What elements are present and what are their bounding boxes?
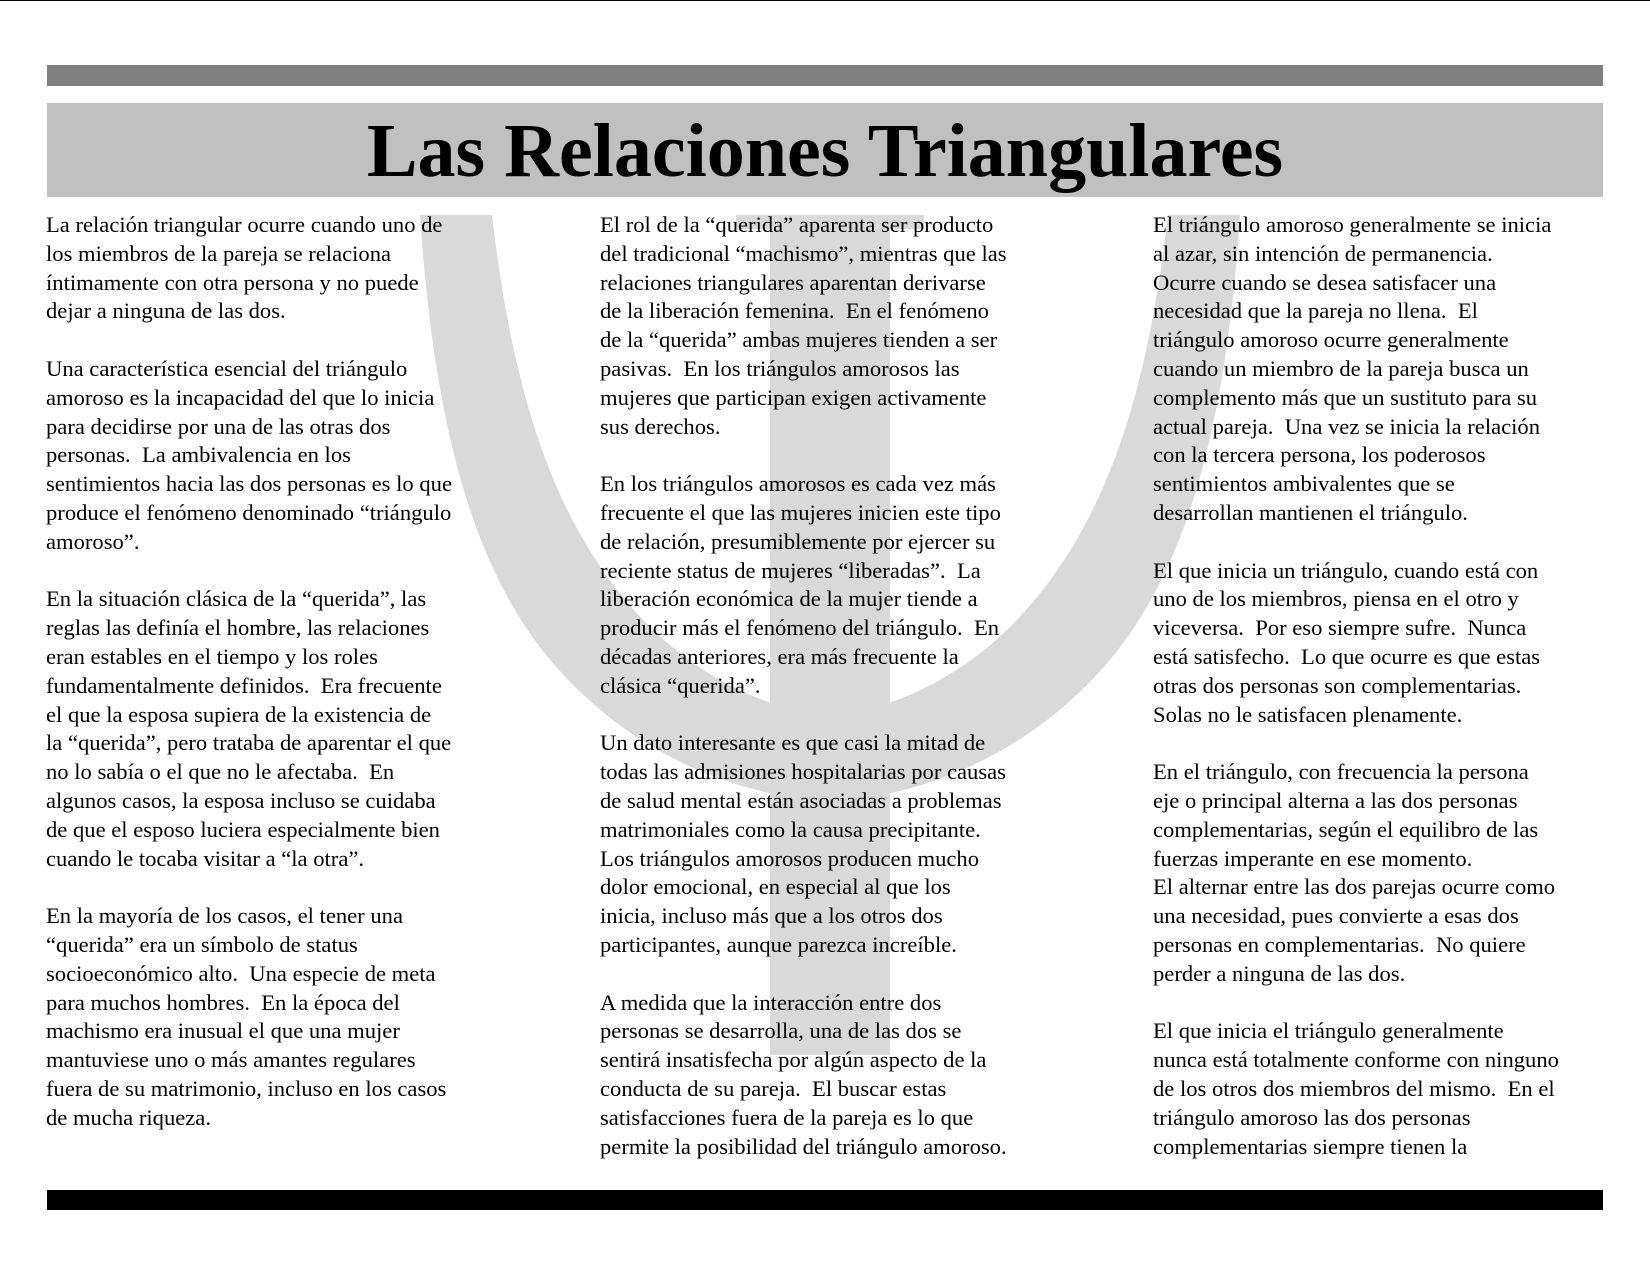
text-line: fuerzas imperante en ese momento.	[1153, 845, 1473, 871]
text-line: participantes, aunque parezca increíble.	[600, 931, 957, 957]
text-line: para muchos hombres. En la época del	[46, 989, 400, 1015]
top-rule	[0, 0, 1650, 1]
text-line: sus derechos.	[600, 413, 721, 439]
paragraph	[46, 585, 516, 873]
paragraph	[46, 211, 516, 326]
page-title: Las Relaciones Triangulares	[366, 109, 1284, 193]
text-line: del tradicional “machismo”, mientras que las	[600, 240, 1007, 266]
text-line: triángulo amoroso las dos personas	[1153, 1104, 1471, 1130]
paragraph	[1153, 758, 1623, 988]
text-line: está satisfecho. Lo que ocurre es que estas	[1153, 643, 1541, 669]
text-line: A medida que la interacción entre dos	[600, 989, 942, 1015]
column-3	[1153, 211, 1623, 1161]
text-line: mantuviese uno o más amantes regulares	[46, 1047, 416, 1073]
text-line: complementarias siempre tienen la	[1153, 1133, 1468, 1159]
text-line: triángulo amoroso ocurre generalmente	[1153, 327, 1509, 353]
text-line: perder a ninguna de las dos.	[1153, 960, 1406, 986]
paragraph	[1153, 211, 1623, 528]
text-line: matrimoniales como la causa precipitante.	[600, 816, 981, 842]
text-line: El alternar entre las dos parejas ocurre como	[1153, 874, 1556, 900]
text-line: sentimientos hacia las dos personas es lo que	[46, 471, 452, 497]
text-line: complementarias, según el equilibro de las	[1153, 816, 1539, 842]
paragraph-gap	[600, 441, 1070, 470]
text-line: de la liberación femenina. En el fenómeno	[600, 298, 989, 324]
text-line: inicia, incluso más que a los otros dos	[600, 903, 943, 929]
paragraph-gap	[46, 873, 516, 902]
text-line: producir más el fenómeno del triángulo. En	[600, 615, 1000, 641]
text-line: la “querida”, pero trataba de aparentar el que	[46, 730, 452, 756]
text-line: desarrollan mantienen el triángulo.	[1153, 499, 1468, 525]
text-line: Un dato interesante es que casi la mitad de	[600, 730, 986, 756]
text-line: eran estables en el tiempo y los roles	[46, 643, 378, 669]
text-line: sentimientos ambivalentes que se	[1153, 471, 1455, 497]
text-line: liberación económica de la mujer tiende a	[600, 586, 978, 612]
text-line: clásica “querida”.	[600, 672, 761, 698]
text-line: actual pareja. Una vez se inicia la relación	[1153, 413, 1541, 439]
footer-black-bar	[47, 1190, 1603, 1210]
text-line: uno de los miembros, piensa en el otro y	[1153, 586, 1519, 612]
paragraph	[46, 902, 516, 1132]
text-line: necesidad que la pareja no llena. El	[1153, 298, 1478, 324]
text-line: conducta de su pareja. El buscar estas	[600, 1075, 947, 1101]
text-line: fuera de su matrimonio, incluso en los casos	[46, 1075, 447, 1101]
text-line: sentirá insatisfecha por algún aspecto de la	[600, 1047, 987, 1073]
paragraph	[600, 729, 1070, 959]
text-line: En la situación clásica de la “querida”, las	[46, 586, 427, 612]
column-2	[600, 211, 1070, 1161]
text-line: dolor emocional, en especial al que los	[600, 874, 951, 900]
paragraph-gap	[1153, 989, 1623, 1018]
text-line: personas se desarrolla, una de las dos se	[600, 1018, 962, 1044]
text-line: de relación, presumiblemente por ejercer su	[600, 528, 996, 554]
text-line: de que el esposo luciera especialmente bien	[46, 816, 440, 842]
text-line: El triángulo amoroso generalmente se inicia	[1153, 212, 1552, 237]
text-line: personas. La ambivalencia en los	[46, 442, 351, 468]
text-line: los miembros de la pareja se relaciona	[46, 240, 392, 266]
text-line: décadas anteriores, era más frecuente la	[600, 643, 959, 669]
text-line: amoroso”.	[46, 528, 140, 554]
text-line: complemento más que un sustituto para su	[1153, 384, 1538, 410]
text-line: En el triángulo, con frecuencia la persona	[1153, 759, 1529, 785]
text-line: En la mayoría de los casos, el tener una	[46, 903, 403, 929]
paragraph-gap	[1153, 528, 1623, 557]
text-line: personas en complementarias. No quiere	[1153, 931, 1526, 957]
column-1	[46, 211, 516, 1133]
text-line: machismo era inusual el que una mujer	[46, 1018, 400, 1044]
text-line: el que la esposa supiera de la existencia de	[46, 701, 432, 727]
text-line: cuando le tocaba visitar a “la otra”.	[46, 845, 365, 871]
paragraph-gap	[46, 557, 516, 586]
text-line: de mucha riqueza.	[46, 1104, 211, 1130]
text-line: con la tercera persona, los poderosos	[1153, 442, 1486, 468]
text-line: otras dos personas son complementarias.	[1153, 672, 1522, 698]
text-line: produce el fenómeno denominado “triángulo	[46, 499, 452, 525]
paragraph-gap	[46, 326, 516, 355]
text-line: amoroso es la incapacidad del que lo inicia	[46, 384, 435, 410]
text-line: para decidirse por una de las otras dos	[46, 413, 391, 439]
paragraph-gap	[1153, 729, 1623, 758]
text-line: pasivas. En los triángulos amorosos las	[600, 355, 960, 381]
text-line: Los triángulos amorosos producen mucho	[600, 845, 980, 871]
paragraph-gap	[600, 701, 1070, 730]
text-line: La relación triangular ocurre cuando uno de	[46, 212, 443, 237]
text-line: nunca está totalmente conforme con ninguno	[1153, 1047, 1559, 1073]
text-line: al azar, sin intención de permanencia.	[1153, 240, 1493, 266]
text-line: algunos casos, la esposa incluso se cuidaba	[46, 787, 436, 813]
text-line: Solas no le satisfacen plenamente.	[1153, 701, 1463, 727]
text-line: “querida” era un símbolo de status	[46, 931, 358, 957]
text-line: de los otros dos miembros del mismo. En el	[1153, 1075, 1555, 1101]
text-line: íntimamente con otra persona y no puede	[46, 269, 419, 295]
text-line: permite la posibilidad del triángulo amoroso.	[600, 1133, 1007, 1159]
text-line: relaciones triangulares aparentan derivarse	[600, 269, 986, 295]
text-line: socioeconómico alto. Una especie de meta	[46, 960, 436, 986]
text-line: una necesidad, pues convierte a esas dos	[1153, 903, 1519, 929]
text-line: viceversa. Por eso siempre sufre. Nunca	[1153, 615, 1527, 641]
text-line: todas las admisiones hospitalarias por causas	[600, 759, 1006, 785]
text-line: cuando un miembro de la pareja busca un	[1153, 355, 1529, 381]
paragraph	[1153, 557, 1623, 730]
text-line: El rol de la “querida” aparenta ser producto	[600, 212, 994, 237]
paragraph	[600, 470, 1070, 700]
text-line: no lo sabía o el que no le afectaba. En	[46, 759, 395, 785]
text-line: frecuente el que las mujeres inicien este tipo	[600, 499, 1001, 525]
text-line: reciente status de mujeres “liberadas”. La	[600, 557, 981, 583]
paragraph	[600, 211, 1070, 441]
text-line: En los triángulos amorosos es cada vez más	[600, 471, 996, 497]
text-line: fundamentalmente definidos. Era frecuente	[46, 672, 442, 698]
text-line: El que inicia un triángulo, cuando está con	[1153, 557, 1539, 583]
text-line: Una característica esencial del triángulo	[46, 355, 408, 381]
header-gray-bar	[47, 65, 1603, 86]
text-line: satisfacciones fuera de la pareja es lo que	[600, 1104, 974, 1130]
text-line: eje o principal alterna a las dos personas	[1153, 787, 1518, 813]
text-line: reglas las definía el hombre, las relaciones	[46, 615, 430, 641]
paragraph	[46, 355, 516, 557]
paragraph	[1153, 1017, 1623, 1161]
text-line: El que inicia el triángulo generalmente	[1153, 1018, 1504, 1044]
paragraph-gap	[600, 960, 1070, 989]
paragraph	[600, 989, 1070, 1162]
text-line: de salud mental están asociadas a problemas	[600, 787, 1002, 813]
text-line: dejar a ninguna de las dos.	[46, 298, 286, 324]
text-line: Ocurre cuando se desea satisfacer una	[1153, 269, 1497, 295]
text-line: de la “querida” ambas mujeres tienden a ser	[600, 327, 998, 353]
text-line: mujeres que participan exigen activamente	[600, 384, 987, 410]
